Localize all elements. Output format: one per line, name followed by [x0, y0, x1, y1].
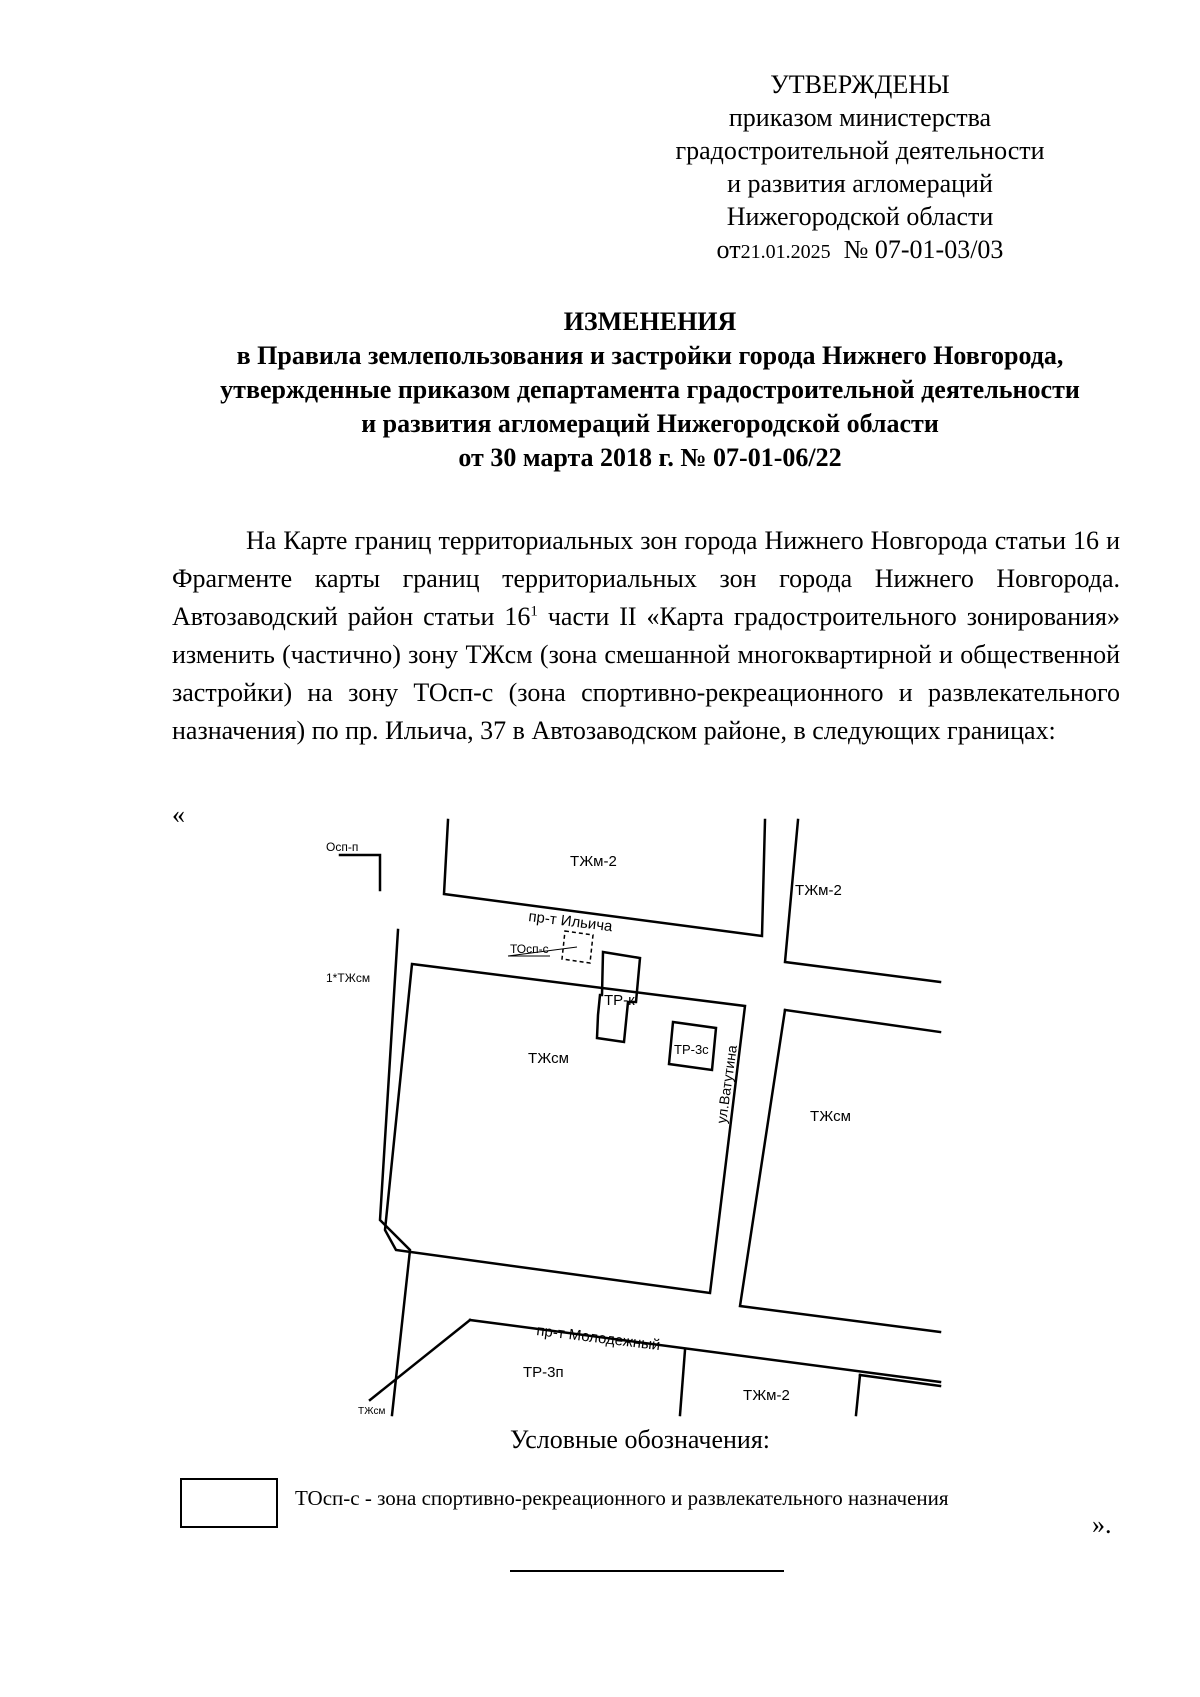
body-part-1: На Карте границ территориальных зон города Нижнего Новгорода статьи 16 и Фрагменте карты границ территориальных зон города Нижнего Новгорода. Автозаводский район статьи 16: [172, 526, 1120, 631]
map-label-tzhm2-bottom: ТЖм-2: [743, 1387, 790, 1404]
approval-heading: УТВЕРЖДЕНЫ: [770, 70, 950, 99]
legend-swatch: [180, 1478, 278, 1528]
title-line-1: в Правила землепользования и застройки города Нижнего Новгорода,: [236, 341, 1064, 370]
approval-date: 21.01.2025: [740, 241, 831, 263]
map-label-molodezhny: пр-т Молодежный: [535, 1322, 662, 1355]
legend-item: ТОсп-с - зона спортивно-рекреационного и развлекательного назначения: [295, 1486, 949, 1510]
zoning-map: [326, 820, 940, 1417]
body-superscript: 1: [530, 603, 538, 620]
map-label-tzhsm-left: 1*ТЖсм: [326, 971, 371, 985]
map-label-tzhm2-right: ТЖм-2: [795, 882, 842, 899]
map-boundary: [370, 1320, 470, 1400]
map-label-tzhm2-top: ТЖм-2: [570, 853, 617, 870]
approval-line-3: и развития агломераций: [727, 169, 993, 198]
map-boundary: [856, 1375, 860, 1415]
bottom-rule: [510, 1570, 784, 1572]
map-label-osp: Осп-п: [326, 840, 359, 854]
approval-line-2: градостроительной деятельности: [675, 136, 1045, 165]
map-label-tosp-s: ТОсп-с: [510, 942, 549, 956]
map-boundary: [740, 1010, 940, 1332]
title-main: ИЗМЕНЕНИЯ: [563, 307, 737, 336]
map-label-tr-3s: ТР-3с: [674, 1042, 709, 1057]
map-label-tzhsm-right: ТЖсм: [810, 1108, 851, 1125]
map-label-ilicha: пр-т Ильича: [527, 908, 614, 936]
approval-number: № 07-01-03/03: [843, 235, 1004, 264]
map-boundary: [340, 855, 380, 890]
approval-date-prefix: от: [716, 235, 741, 264]
close-quote: ».: [1092, 1510, 1112, 1539]
map-label-tr-3p: ТР-3п: [523, 1364, 564, 1381]
approval-date-line: [640, 233, 1080, 269]
map-boundary: [380, 930, 410, 1415]
title-line-4: от 30 марта 2018 г. № 07-01-06/22: [458, 443, 842, 472]
map-boundary: [785, 820, 940, 982]
title-line-2: утвержденные приказом департамента градостроительной деятельности: [220, 375, 1080, 404]
map-label-tr-k: ТР-к: [604, 992, 635, 1009]
title-line-3: и развития агломераций Нижегородской области: [361, 409, 939, 438]
tosp-s-parcel: [562, 931, 593, 963]
map-boundary: [785, 1010, 940, 1032]
approval-line-4: Нижегородской области: [726, 202, 994, 231]
approval-block: [640, 68, 1080, 269]
body-paragraph: [172, 522, 1120, 750]
open-quote: «: [172, 800, 185, 829]
map-label-tzhsm-bottom: ТЖсм: [358, 1406, 386, 1417]
document-title: [120, 305, 1180, 475]
map-label-tzhsm-center: ТЖсм: [528, 1050, 569, 1067]
legend-title: Условные обозначения:: [509, 1425, 771, 1454]
map-boundary: [385, 964, 745, 1293]
body-part-2: части II «Карта градостроительного зонирования» изменить (частично) зону ТЖсм (зона смешанной многоквартирной и общественной застройки) на зону ТОсп-с (зона спортивно-рекреационного и развлекательного назначения) по пр. Ильича, 37 в Автозаводском районе, в следующих границах:: [172, 602, 1120, 745]
map-boundary: [680, 1350, 685, 1415]
approval-line-1: приказом министерства: [728, 103, 992, 132]
map-label-vatutina: ул.Ватутина: [713, 1044, 740, 1125]
